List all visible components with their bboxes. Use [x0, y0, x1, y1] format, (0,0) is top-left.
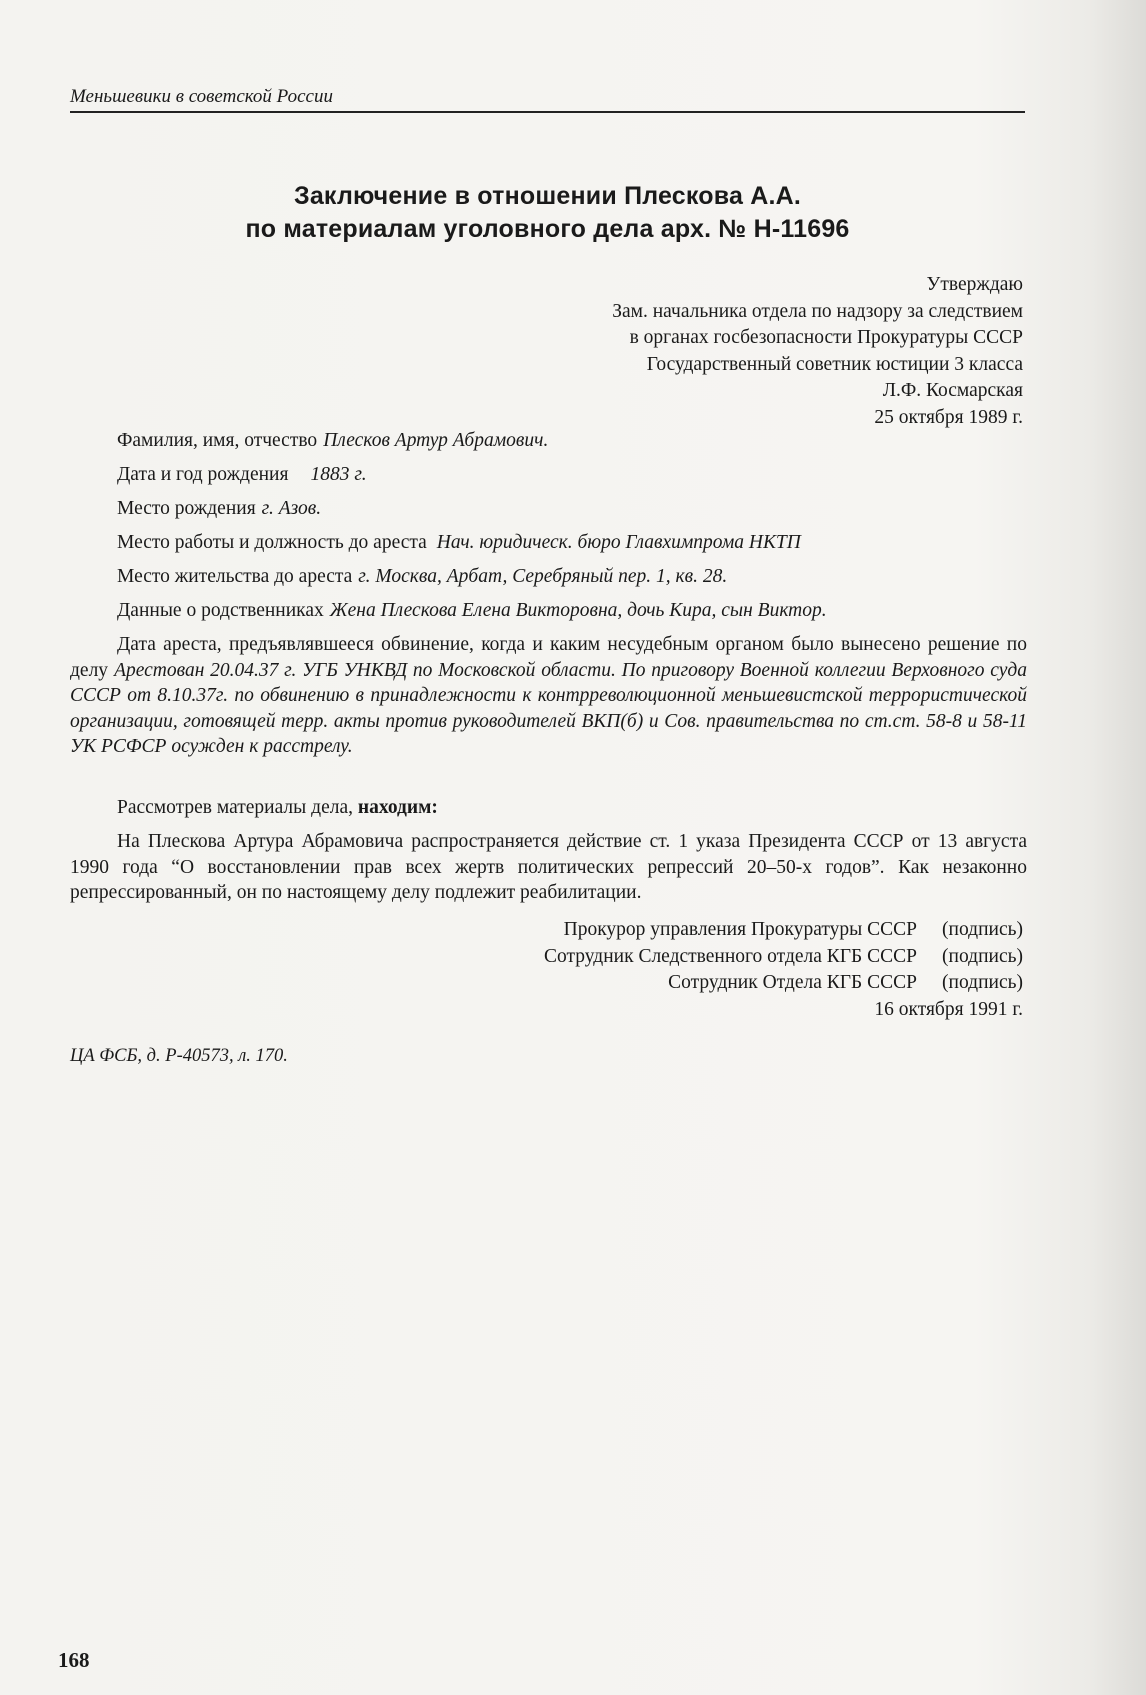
field-full-name [117, 428, 1027, 462]
arrest-paragraph [70, 632, 1027, 760]
field-value: Жена Плескова Елена Викторовна, дочь Кира, сын Виктор. [329, 600, 827, 621]
signature-role: Сотрудник Отдела КГБ СССР [668, 972, 917, 993]
approval-line: Л.Ф. Космарская [882, 380, 1023, 401]
archive-source: ЦА ФСБ, д. Р-40573, л. 170. [70, 1046, 288, 1066]
document-title [70, 180, 1025, 246]
field-value: г. Москва, Арбат, Серебряный пер. 1, кв. 28. [358, 566, 728, 587]
signature-mark: (подпись) [942, 972, 1023, 993]
signature-role: Прокурор управления Прокуратуры СССР [563, 919, 917, 940]
field-label: Место рождения [117, 498, 256, 519]
page-number: 168 [58, 1648, 90, 1672]
field-value: г. Азов. [261, 498, 322, 519]
finding-text: Рассмотрев материалы дела, [117, 797, 358, 818]
approval-line: в органах госбезопасности Прокуратуры СССР [629, 327, 1023, 348]
approval-line: Зам. начальника отдела по надзору за следствием [612, 300, 1023, 322]
approval-block [612, 272, 1023, 431]
field-label: Дата и год рождения [117, 464, 289, 485]
signature-date: 16 октября 1991 г. [874, 998, 1023, 1020]
field-residence [117, 564, 1027, 598]
field-value: Нач. юридическ. бюро Главхимпрома НКТП [436, 532, 801, 553]
field-value: Плесков Артур Абрамович. [323, 430, 549, 451]
approval-line: Утверждаю [926, 274, 1023, 295]
field-label: Данные о родственниках [117, 600, 324, 621]
approval-date: 25 октября 1989 г. [874, 406, 1023, 428]
signature-mark: (подпись) [942, 945, 1023, 967]
conclusion-paragraph: На Плескова Артура Абрамовича распространяется действие ст. 1 указа Президента СССР от 13 августа 1990 года “О восстановлении прав всех жертв политических репрессий 20–50-х годов”. Как незаконно репрессированный, он по настоящему делу подлежит реабилитации. [70, 831, 1027, 903]
finding-paragraph [70, 795, 1027, 821]
field-birth-date [117, 462, 1027, 496]
signatures-block [544, 917, 1023, 1023]
title-line-1: Заключение в отношении Плескова А.А. [293, 182, 802, 210]
field-label: Фамилия, имя, отчество [117, 430, 318, 451]
field-label: Место работы и должность до ареста [117, 532, 427, 553]
signature-row [544, 970, 1023, 997]
approval-line: Государственный советник юстиции 3 класса [646, 353, 1023, 375]
finding-bold: находим: [357, 797, 438, 818]
field-birth-place [117, 496, 1027, 530]
field-relatives [117, 598, 1027, 632]
signature-mark: (подпись) [942, 919, 1023, 940]
arrest-label: Дата ареста, предъявлявшееся обвинение, когда и каким несудебным органом было вынесено решение по делу [70, 634, 1027, 681]
signature-row [544, 944, 1023, 971]
title-line-2: по материалам уголовного дела арх. № Н-11696 [245, 215, 850, 243]
arrest-value: Арестован 20.04.37 г. УГБ УНКВД по Московской области. По приговору Военной коллегии Верховного суда СССР от 8.10.37г. по обвинению в принадлежности к контрреволюционной меньшевистской террористической организации, готовящей терр. акты против руководителей ВКП(б) и Сов. правительства по ст.ст. 58-8 и 58-11 УК РСФСР осужден к расстрелу. [70, 659, 1027, 757]
signature-row [544, 917, 1023, 944]
field-value: 1883 г. [310, 464, 367, 485]
personal-data-fields [117, 428, 1027, 632]
field-label: Место жительства до ареста [117, 566, 353, 587]
signature-role: Сотрудник Следственного отдела КГБ СССР [544, 945, 917, 967]
running-header: Меньшевики в советской России [70, 86, 1025, 113]
field-workplace [117, 530, 1027, 564]
